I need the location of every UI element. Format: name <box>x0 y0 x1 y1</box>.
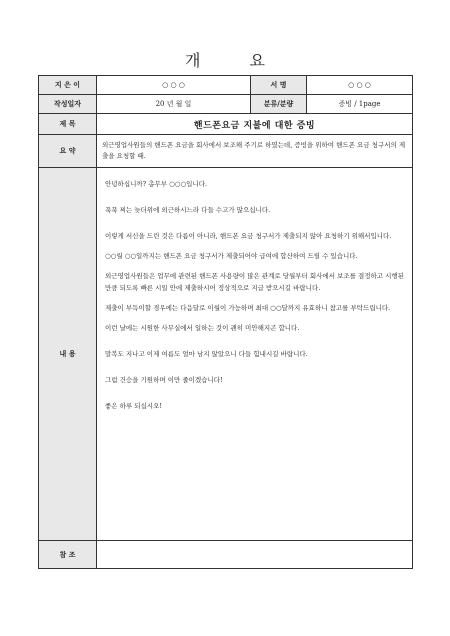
content-paragraph: 안녕하십니까? 총무부 ○○○입니다. <box>105 180 208 188</box>
content-paragraph: 그럼 건승을 기원하며 이만 줄이겠습니다! <box>105 376 223 384</box>
content-paragraph: 이런 날에는 시원한 사무실에서 일하는 것이 괜히 미안해지곤 합니다. <box>105 324 300 332</box>
reference-label: 참 조 <box>39 541 97 569</box>
content-paragraph: ○○월 ○○일까지는 핸드폰 요금 청구서가 제출되어야 급여에 합산하여 드릴 수 있습니다. <box>105 252 358 260</box>
content-body <box>97 168 413 541</box>
author-value: ○ ○ ○ <box>307 76 413 95</box>
date-value: 20 년 월 일 <box>97 95 251 114</box>
sender-label: 지 은 이 <box>39 76 97 95</box>
document-title: 개 요 <box>185 51 287 70</box>
content-paragraph: 이렇게 서신을 드린 것은 다름이 아니라, 핸드폰 요금 청구서가 제출되지 않아 요청하기 위해서입니다. <box>105 232 392 240</box>
author-label: 서 명 <box>251 76 307 95</box>
summary-form-table <box>38 75 413 569</box>
content-label: 내 용 <box>39 168 97 541</box>
reference-value <box>97 541 413 569</box>
summary-value: 외근영업사원들의 핸드폰 요금을 회사에서 보조해 주기로 하였는데, 증빙을 위하여 핸드폰 요금 청구서의 제출을 요청할 때. <box>97 135 413 168</box>
date-label: 작성일자 <box>39 95 97 114</box>
category-label: 분류/분량 <box>251 95 307 114</box>
subject-value: 핸드폰요금 지불에 대한 증빙 <box>97 114 413 135</box>
category-value: 증빙 / 1page <box>307 95 413 114</box>
summary-label: 요 약 <box>39 135 97 168</box>
subject-label: 제 목 <box>39 114 97 135</box>
sender-value: ○ ○ ○ <box>97 76 251 95</box>
content-paragraph: 제출이 부득이할 경우에는 다음달로 이월이 가능하며 최대 ○○달까지 유효하니 참고를 부탁드립니다. <box>105 304 391 312</box>
content-paragraph: 말복도 지나고 이제 여름도 얼마 남지 않았으니 다들 힘내시길 바랍니다. <box>105 350 308 358</box>
content-paragraph: 푹푹 찌는 늦더위에 외근하시느라 다들 수고가 많으십니다. <box>105 206 271 214</box>
content-paragraph: 좋은 하루 되십시오! <box>105 402 162 410</box>
content-paragraph: 외근영업사원들은 업무에 관련된 핸드폰 사용량이 많은 관계로 당월부터 회사에서 보조를 결정하고 시행된 만큼 되도록 빠른 시일 안에 제출하시어 정상적으로 지급 받으시길 바랍니다. <box>105 272 405 292</box>
